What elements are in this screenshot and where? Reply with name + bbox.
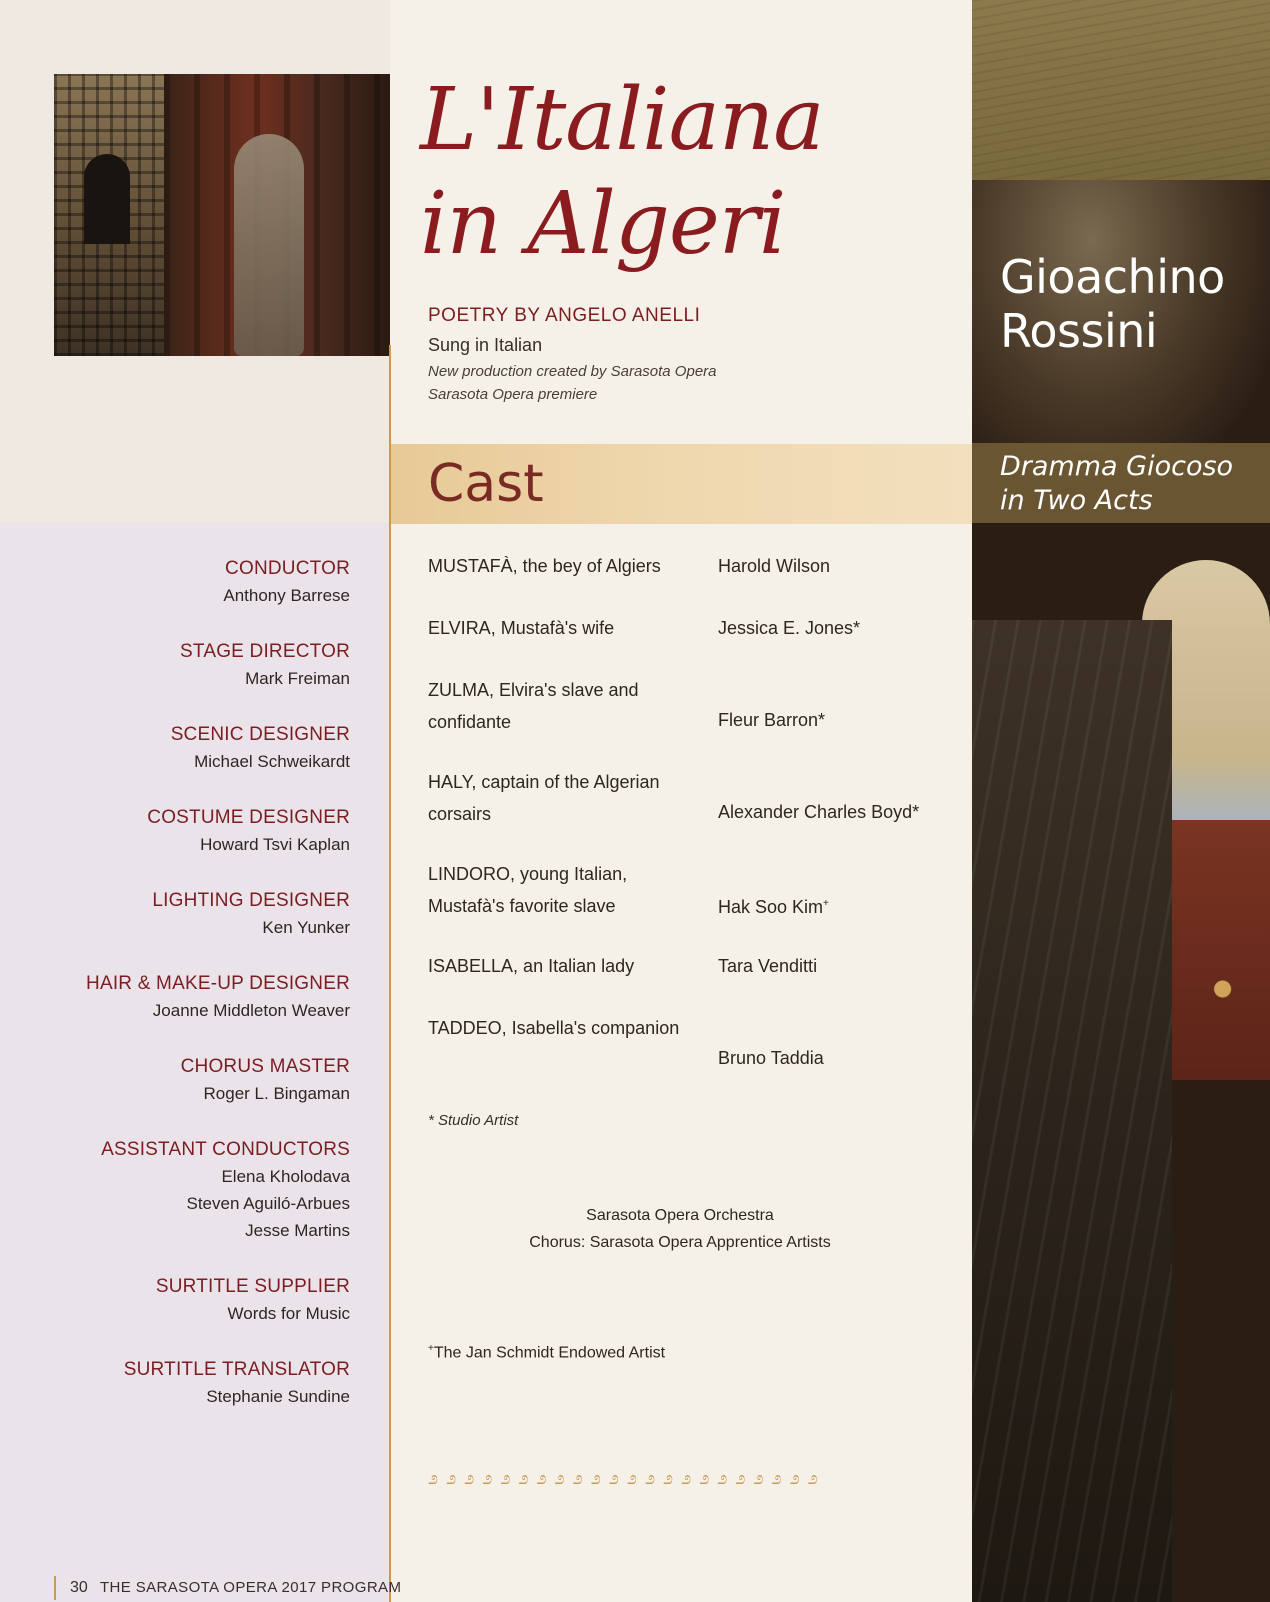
cast-singer [718, 796, 958, 828]
cast-singer-name: Alexander Charles Boyd* [718, 802, 920, 822]
credit-block [40, 1274, 350, 1327]
cast-character: MUSTAFÀ, the bey of Algiers [428, 556, 661, 576]
credit-name: Steven Aguiló-Arbues [186, 1194, 350, 1213]
veiled-figure [234, 134, 304, 356]
cast-row [428, 766, 948, 826]
cast-singer [718, 704, 958, 736]
cast-row [428, 858, 948, 918]
cast-row [428, 950, 948, 1010]
credit-role: SURTITLE SUPPLIER [155, 1276, 350, 1297]
cast-character: ISABELLA, an Italian lady [428, 956, 635, 976]
cast-singer-name: Bruno Taddia [718, 1048, 824, 1068]
cast-singer [718, 1042, 958, 1074]
credit-role: CONDUCTOR [225, 558, 350, 579]
credit-block [40, 1357, 350, 1410]
credit-role: SURTITLE TRANSLATOR [123, 1359, 350, 1380]
cast-singer-name: Jessica E. Jones* [718, 618, 861, 638]
composer-last-name: Rossini [1000, 304, 1158, 358]
cast-character: ZULMA, Elvira's slave and confidante [428, 680, 639, 732]
credit-name: Ken Yunker [262, 918, 350, 937]
credit-name: Mark Freiman [245, 669, 350, 688]
title-line-1: L'Italiana [420, 70, 824, 170]
cast-character: TADDEO, Isabella's companion [428, 1018, 680, 1038]
credit-role: HAIR & MAKE-UP DESIGNER [86, 973, 350, 994]
opera-genre [1000, 450, 1260, 518]
cast-row [428, 550, 948, 610]
chorus-credit: Chorus: Sarasota Opera Apprentice Artists [529, 1234, 831, 1251]
orchestra-credit: Sarasota Opera Orchestra [586, 1207, 774, 1224]
cast-row [428, 612, 948, 672]
opera-title [420, 68, 960, 276]
cast-singer-name: Tara Venditti [718, 956, 818, 976]
opera-meta [428, 302, 958, 406]
credit-name: Joanne Middleton Weaver [152, 1001, 350, 1020]
composer-name [1000, 250, 1260, 358]
credit-block [40, 639, 350, 692]
endowed-artist-note [428, 1343, 665, 1362]
cast-singer [718, 888, 958, 923]
cast-singer [718, 550, 958, 582]
credits-list [40, 556, 350, 1440]
endowed-text: The Jan Schmidt Endowed Artist [433, 1344, 666, 1362]
genre-line-2: in Two Acts [1000, 485, 1153, 516]
composer-first-name: Gioachino [1000, 250, 1225, 304]
credit-name: Michael Schweikardt [194, 752, 350, 771]
endowed-mark: + [428, 1343, 434, 1354]
credit-role: STAGE DIRECTOR [180, 641, 350, 662]
credit-block [40, 971, 350, 1024]
cast-character: ELVIRA, Mustafà's wife [428, 618, 615, 638]
credit-block [40, 1054, 350, 1107]
credit-name: Stephanie Sundine [206, 1387, 350, 1406]
ensembles [440, 1202, 920, 1256]
credit-block [40, 1137, 350, 1244]
cast-singer-mark: + [823, 898, 829, 909]
premiere-note: Sarasota Opera premiere [428, 386, 598, 403]
credit-role: COSTUME DESIGNER [147, 807, 350, 828]
cast-singer [718, 612, 958, 644]
cast-row [428, 1012, 948, 1072]
credit-role: SCENIC DESIGNER [170, 724, 350, 745]
painting-harem-interior [54, 74, 390, 356]
cast-singer-name: Harold Wilson [718, 556, 831, 576]
cast-singer-name: Hak Soo Kim [718, 897, 824, 917]
credit-name: Anthony Barrese [223, 586, 350, 605]
credit-name: Jesse Martins [245, 1221, 350, 1240]
vertical-rule [389, 345, 391, 1602]
genre-line-1: Dramma Giocoso [1000, 451, 1234, 482]
poetry-credit: POETRY BY ANGELO ANELLI [428, 305, 701, 326]
arch-window [84, 154, 130, 244]
title-line-2: in Algeri [420, 174, 786, 274]
language-note: Sung in Italian [428, 335, 543, 355]
cast-heading: Cast [428, 454, 544, 514]
cast-singer [718, 950, 958, 982]
painting-dress [972, 620, 1172, 1602]
credit-block [40, 805, 350, 858]
program-title: THE SARASOTA OPERA 2017 PROGRAM [99, 1579, 402, 1596]
credit-role: LIGHTING DESIGNER [152, 890, 350, 911]
cast-character: HALY, captain of the Algerian corsairs [428, 772, 660, 824]
cast-singer-name: Fleur Barron* [718, 710, 826, 730]
painting-side-column [972, 0, 1270, 1602]
ornament-divider: ೨೨೨೨೨೨೨೨೨೨೨೨೨೨೨೨೨೨೨೨೨೨ [428, 1468, 826, 1488]
cast-character: LINDORO, young Italian, Mustafà's favorite slave [428, 864, 628, 916]
credit-block [40, 556, 350, 609]
credit-block [40, 722, 350, 775]
page-number: 30 [70, 1579, 88, 1596]
cast-row [428, 674, 948, 734]
credit-role: CHORUS MASTER [180, 1056, 350, 1077]
credit-name: Howard Tsvi Kaplan [200, 835, 350, 854]
production-note: New production created by Sarasota Opera [428, 363, 717, 380]
credit-name: Roger L. Bingaman [203, 1084, 350, 1103]
credit-name: Elena Kholodava [221, 1167, 350, 1186]
credit-role: ASSISTANT CONDUCTORS [101, 1139, 350, 1160]
credit-block [40, 888, 350, 941]
painting-wood-texture [972, 0, 1270, 210]
studio-artist-note: * Studio Artist [428, 1112, 519, 1129]
page-footer [54, 1576, 401, 1600]
credit-name: Words for Music [227, 1304, 350, 1323]
